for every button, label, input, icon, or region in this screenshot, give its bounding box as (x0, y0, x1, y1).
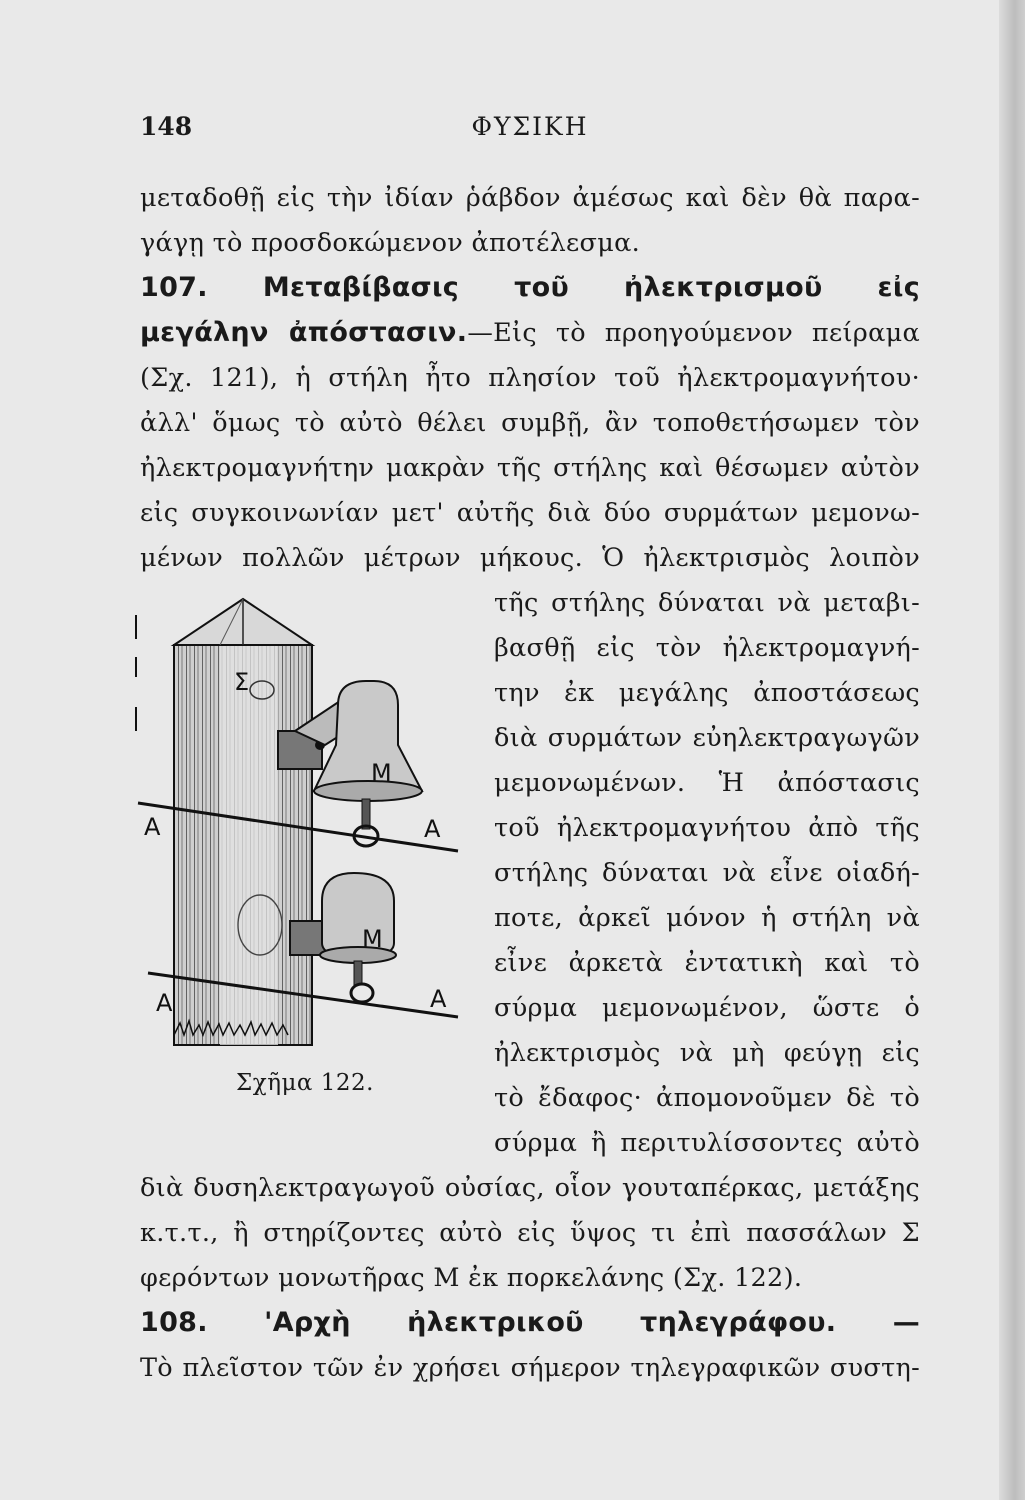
page-number: 148 (140, 112, 193, 141)
section-title-cont: μεγάλην ἀπόστασιν. (140, 317, 468, 348)
text-line: τοῦ ἠλεκτρομαγνήτου ἀπὸ τῆς (494, 813, 920, 843)
text-line: την ἐκ μεγάλης ἀποστάσεως (494, 678, 920, 708)
figure-caption: Σχῆμα 122. (236, 1070, 374, 1096)
text-line: σύρμα ἢ περιτυλίσσοντες αὐτὸ (494, 1128, 920, 1158)
text-line: ἠλεκτρισμὸς νὰ μὴ φεύγῃ εἰς (494, 1038, 920, 1068)
section-number: 107. (140, 272, 208, 303)
label-pole: Σ (234, 668, 250, 696)
section-title: 'Αρχὴ ἠλεκτρικοῦ τηλεγράφου. (264, 1307, 837, 1338)
section-title: Μεταβίβασις τοῦ ἠλεκτρισμοῦ εἰς (262, 272, 920, 303)
text-line: ἀλλ' ὅμως τὸ αὐτὸ θέλει συμβῇ, ἂν τοποθετήσωμεν τὸν (140, 408, 920, 438)
text-line: (Σχ. 121), ἡ στήλη ἦτο πλησίον τοῦ ἠλεκτρομαγνήτου· (140, 363, 920, 393)
text-line: Τὸ πλεῖστον τῶν ἐν χρήσει σήμερον τηλεγραφικῶν συστη- (140, 1353, 920, 1383)
label-insulator-upper: Μ (371, 759, 392, 787)
section-number: 108. (140, 1307, 208, 1338)
text-line: στήλης δύναται νὰ εἶνε οἱαδή- (494, 858, 920, 888)
text-line: μένων πολλῶν μέτρων μήκους. Ὁ ἠλεκτρισμὸς λοιπὸν (140, 543, 920, 573)
text-line: βασθῇ εἰς τὸν ἠλεκτρομαγνή- (494, 633, 920, 663)
text-line: σύρμα μεμονωμένον, ὥστε ὁ (494, 993, 920, 1023)
label-wire-lower-right: Α (430, 985, 447, 1013)
label-wire-upper-right: Α (424, 815, 441, 843)
text-line: κ.τ.τ., ἢ στηρίζοντες αὐτὸ εἰς ὕψος τι ἐπὶ πασσάλων Σ (140, 1218, 920, 1248)
text-line: διὰ δυσηλεκτραγωγοῦ οὐσίας, οἷον γουταπέρκας, μετάξης (140, 1173, 920, 1203)
text-line: εἶνε ἀρκετὰ ἐντατικὴ καὶ τὸ (494, 948, 920, 978)
label-wire-lower-left: Α (156, 989, 173, 1017)
text-line: εἰς συγκοινωνίαν μετ' αὐτῆς διὰ δύο συρμάτων μεμονω- (140, 498, 920, 528)
page-header (140, 112, 920, 152)
label-insulator-lower: Μ (362, 925, 383, 953)
text-line: φερόντων μονωτῆρας Μ ἐκ πορκελάνης (Σχ. 122). (140, 1263, 803, 1293)
section-dash: — (892, 1307, 920, 1338)
text-line: ποτε, ἀρκεῖ μόνον ἡ στήλη νὰ (494, 903, 920, 933)
text-line: τῆς στήλης δύναται νὰ μεταβι- (494, 588, 920, 618)
running-title: ΦΥΣΙΚΗ (471, 112, 589, 141)
label-wire-upper-left: Α (144, 813, 161, 841)
text-line: τὸ ἔδαφος· ἀπομονοῦμεν δὲ τὸ (494, 1083, 920, 1113)
text-line: διὰ συρμάτων εὐηλεκτραγωγῶν (494, 723, 920, 753)
text-line: μεταδοθῇ εἰς τὴν ἰδίαν ῥάβδον ἀμέσως καὶ δὲν θὰ παρα- (140, 183, 920, 213)
text-line: μεμονωμένων. Ἡ ἀπόστασις (494, 768, 920, 798)
page-edge (999, 0, 1025, 1500)
text-line: γάγῃ τὸ προσδοκώμενον ἀποτέλεσμα. (140, 228, 641, 258)
section-108-heading (140, 1301, 920, 1345)
text-line (140, 311, 920, 355)
text-line: ἠλεκτρομαγνήτην μακρὰν τῆς στήλης καὶ θέσωμεν αὐτὸν (140, 453, 920, 483)
section-107-heading (140, 266, 920, 310)
pole-illustration (130, 595, 460, 1055)
figure-122 (130, 595, 460, 1055)
text-run: —Εἰς τὸ προηγούμενον πείραμα (467, 318, 921, 348)
